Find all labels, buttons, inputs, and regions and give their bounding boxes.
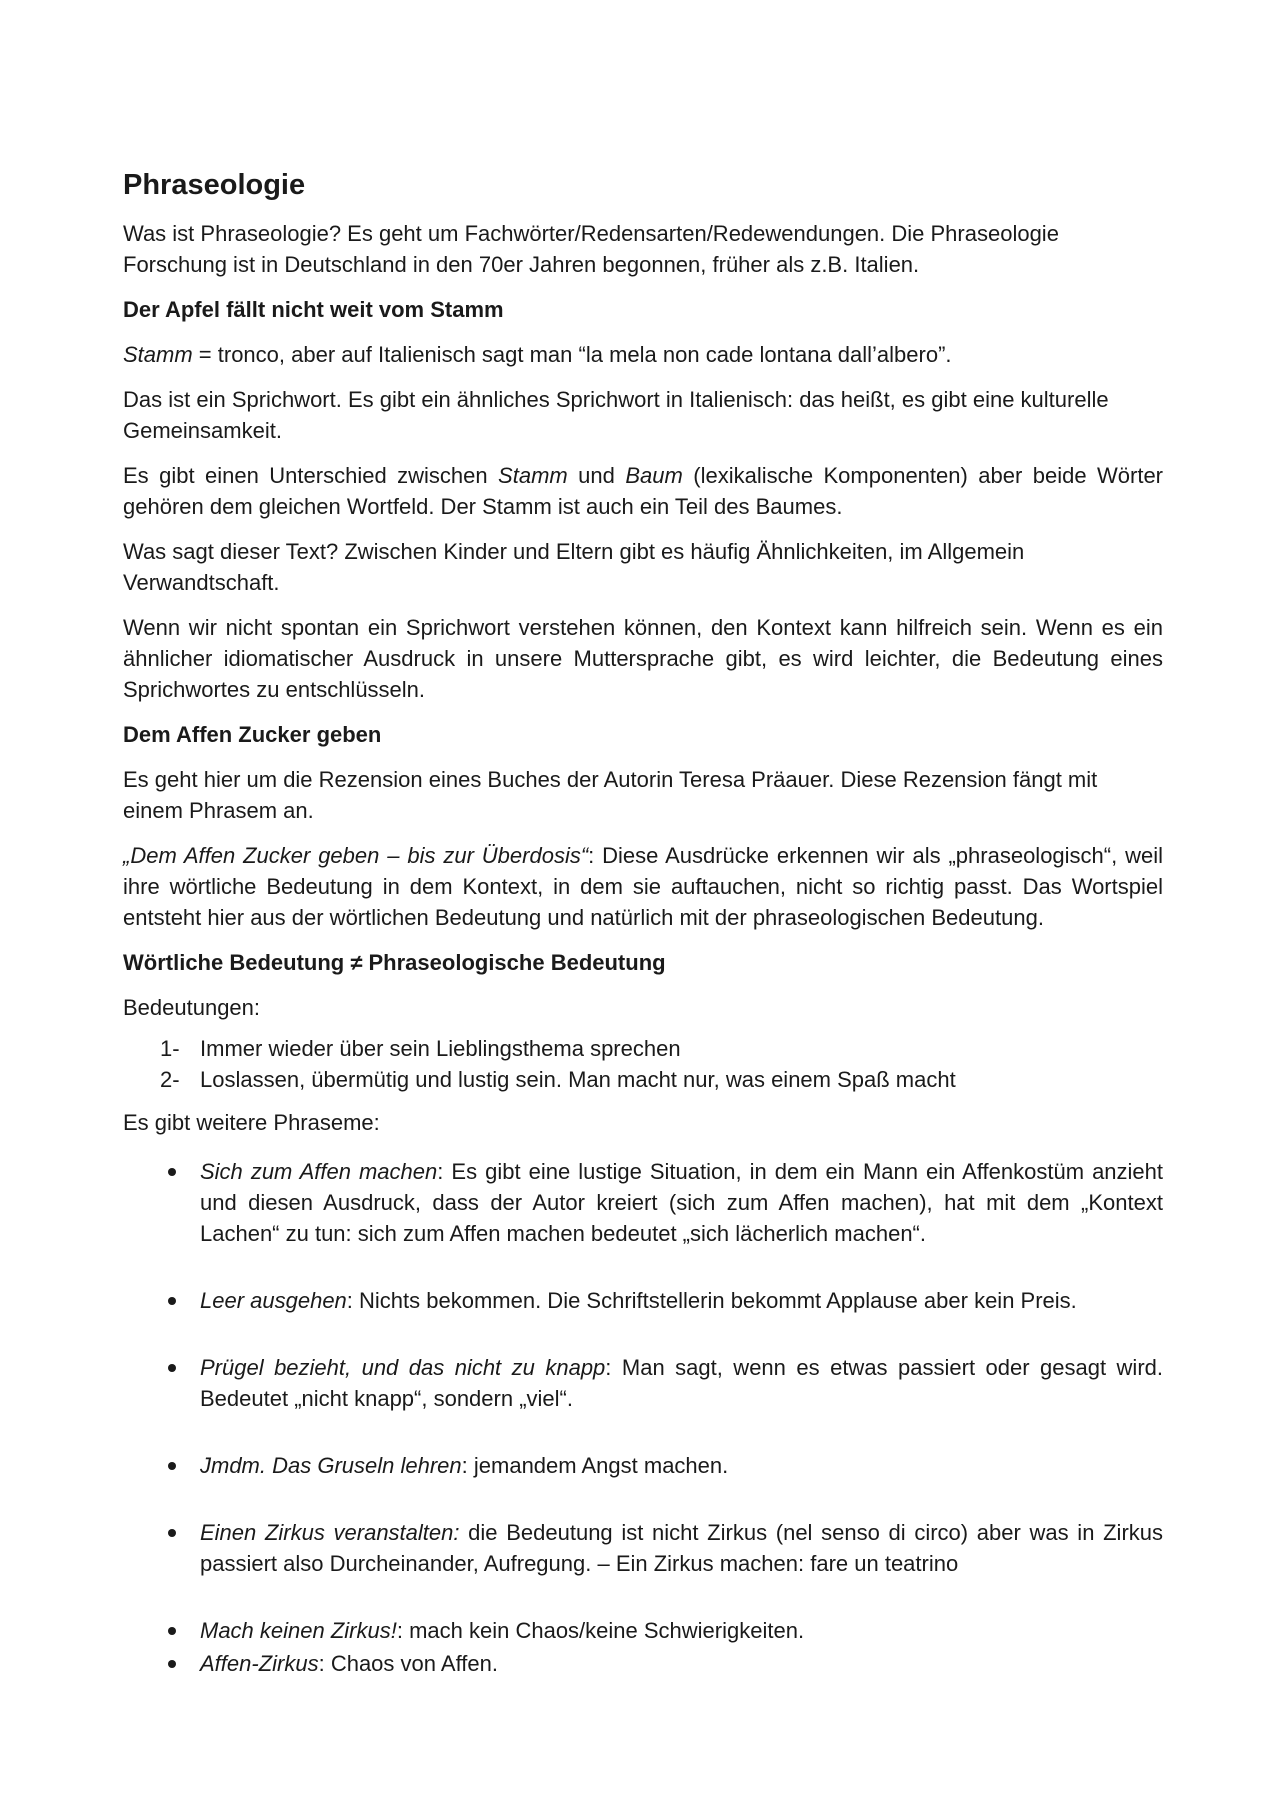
italic-term: Stamm	[498, 462, 568, 488]
list-item	[160, 1064, 1163, 1095]
list-item	[200, 1648, 1163, 1679]
list-item	[200, 1285, 1163, 1316]
list-item	[200, 1615, 1163, 1646]
paragraph-text: Es gibt einen Unterschied zwischen	[123, 462, 499, 488]
list-item-text: : Nichts bekommen. Die Schriftstellerin bekommt Applause aber kein Preis.	[346, 1287, 1077, 1313]
list-item-text: : mach kein Chaos/keine Schwierigkeiten.	[396, 1617, 805, 1643]
list-item	[160, 1033, 1163, 1064]
list-item	[200, 1450, 1163, 1481]
list-number: 2-	[160, 1066, 180, 1092]
paragraph-unterschied	[123, 460, 1163, 522]
list-item-text: : Chaos von Affen.	[318, 1650, 498, 1676]
bullet-list	[123, 1156, 1163, 1679]
italic-phrase: Einen Zirkus veranstalten:	[200, 1519, 460, 1545]
paragraph-text: (lexikalische Komponenten) aber beide Wörter gehören dem gleichen Wortfeld. Der Stamm ist auch ein Teil des Baumes.	[123, 462, 1164, 519]
italic-phrase: Jmdm. Das Gruseln lehren	[200, 1452, 462, 1478]
list-item-text: : Man sagt, wenn es etwas passiert oder gesagt wird. Bedeutet „nicht knapp“, sondern „viel“.	[200, 1354, 1163, 1411]
section-heading-bedeutung: Wörtliche Bedeutung ≠ Phraseologische Bedeutung	[123, 949, 666, 975]
italic-quote: „Dem Affen Zucker geben – bis zur Überdosis“	[123, 842, 589, 868]
numbered-list	[123, 1033, 1163, 1095]
page-title: Phraseologie	[123, 169, 306, 201]
italic-phrase: Prügel bezieht, und das nicht zu knapp	[200, 1354, 606, 1380]
paragraph-ueberdosis	[123, 840, 1163, 933]
paragraph-sprichwort: Das ist ein Sprichwort. Es gibt ein ähnliches Sprichwort in Italienisch: das heißt, es gibt eine kulturelle Gemeinsamkeit.	[123, 386, 1109, 443]
italic-term: Baum	[625, 462, 683, 488]
italic-term: Stamm	[123, 341, 193, 367]
list-item	[200, 1352, 1163, 1414]
list-item-text: die Bedeutung ist nicht Zirkus (nel senso di circo) aber was in Zirkus passiert also Durcheinander, Aufregung. – Ein Zirkus machen: fare un teatrino	[200, 1519, 1163, 1576]
paragraph-text: und	[567, 462, 626, 488]
bedeutungen-label: Bedeutungen:	[123, 994, 261, 1020]
intro-paragraph: Was ist Phraseologie? Es geht um Fachwörter/Redensarten/Redewendungen. Die Phraseologie Forschung ist in Deutschland in den 70er Jahren begonnen, früher als z.B. Italien.	[123, 220, 1059, 277]
list-item-text: Immer wieder über sein Lieblingsthema sprechen	[200, 1035, 681, 1061]
paragraph-stamm	[123, 339, 1163, 370]
italic-phrase: Mach keinen Zirkus!	[200, 1617, 397, 1643]
list-item	[200, 1156, 1163, 1249]
weitere-label: Es gibt weitere Phraseme:	[123, 1109, 380, 1135]
section-heading-affen: Dem Affen Zucker geben	[123, 721, 382, 747]
paragraph-text: = tronco, aber auf Italienisch sagt man “la mela non cade lontana dall’albero”.	[192, 341, 952, 367]
list-item-text: Loslassen, übermütig und lustig sein. Man macht nur, was einem Spaß macht	[200, 1066, 956, 1092]
italic-phrase: Sich zum Affen machen	[200, 1158, 438, 1184]
paragraph-text: : Diese Ausdrücke erkennen wir als „phraseologisch“, weil ihre wörtliche Bedeutung in dem Kontext, in dem sie auftauchen, nicht so richtig passt. Das Wortspiel entsteht hier aus der wörtlichen Bedeutung und natürlich mit der phraseologischen Bedeutung.	[123, 842, 1163, 930]
paragraph-kontext: Wenn wir nicht spontan ein Sprichwort verstehen können, den Kontext kann hilfreich sein. Wenn es ein ähnlicher idiomatischer Ausdruck in unsere Muttersprache gibt, es wird leichter, die Bedeutung eines Sprichwortes zu entschlüsseln.	[123, 614, 1163, 702]
paragraph-rezension: Es geht hier um die Rezension eines Buches der Autorin Teresa Präauer. Diese Rezension fängt mit einem Phrasem an.	[123, 766, 1098, 823]
list-item-text: : Es gibt eine lustige Situation, in dem ein Mann ein Affenkostüm anzieht und diesen Ausdruck, dass der Autor kreiert (sich zum Affen machen), hat mit dem „Kontext Lachen“ zu tun: sich zum Affen machen bedeutet „sich lächerlich machen“.	[200, 1158, 1164, 1246]
list-item-text: : jemandem Angst machen.	[461, 1452, 729, 1478]
paragraph-text-meaning: Was sagt dieser Text? Zwischen Kinder und Eltern gibt es häufig Ähnlichkeiten, im Allgemein Verwandtschaft.	[123, 538, 1025, 595]
italic-phrase: Leer ausgehen	[200, 1287, 347, 1313]
list-item	[200, 1517, 1163, 1579]
list-number: 1-	[160, 1035, 180, 1061]
section-heading-apfel: Der Apfel fällt nicht weit vom Stamm	[123, 296, 504, 322]
italic-phrase: Affen-Zirkus	[200, 1650, 319, 1676]
